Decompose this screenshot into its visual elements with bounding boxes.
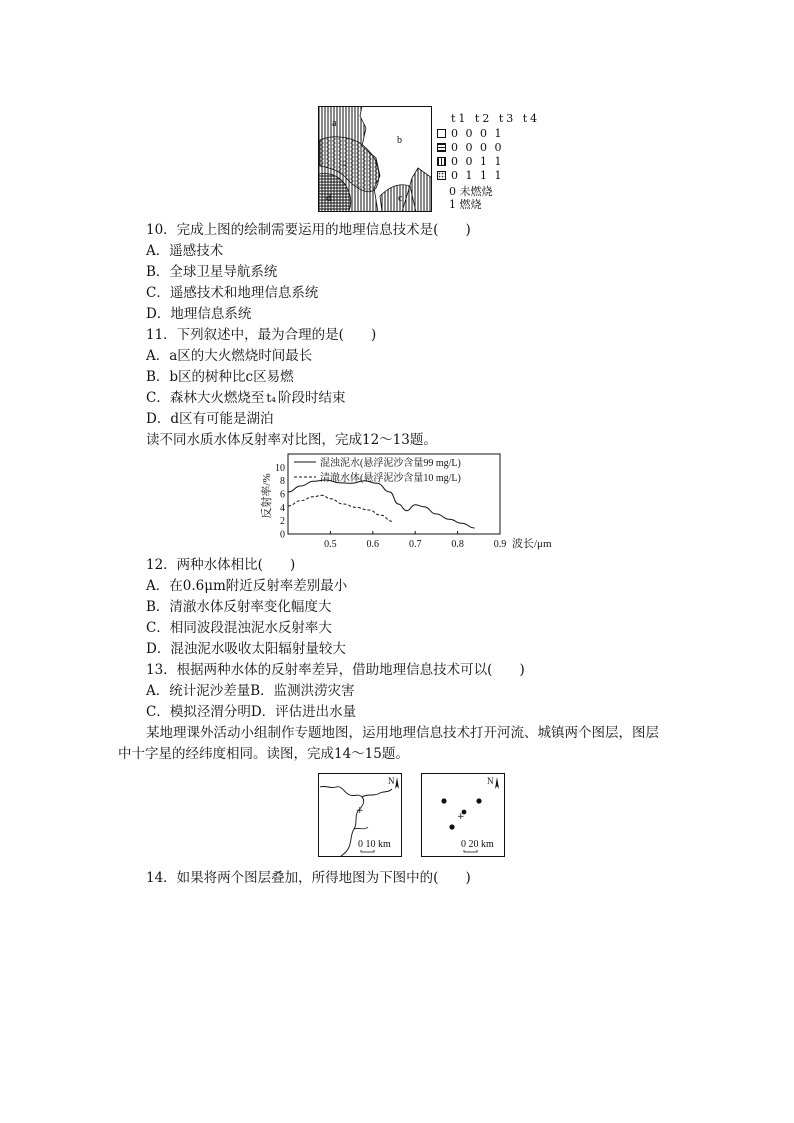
q10-option-d: D．地理信息系统 — [146, 306, 252, 322]
crosshair-star-2: + — [457, 812, 465, 822]
town-dot-1 — [441, 798, 446, 803]
q11-option-c-sub: t₄ — [266, 391, 276, 405]
q12-option-b: B．清澈水体反射率变化幅度大 — [146, 599, 332, 615]
town-dot-2 — [476, 798, 481, 803]
region-label-b: b — [397, 135, 402, 146]
legend-row-2 — [437, 141, 503, 154]
legend-swatch-dotted — [437, 171, 446, 180]
q12-option-a: A．在0.6μm附近反射率差别最小 — [146, 578, 348, 594]
y-ticks — [275, 463, 285, 541]
q10-stem: 10．完成上图的绘制需要运用的地理信息技术是( ) — [146, 222, 471, 238]
y-axis-label — [259, 473, 273, 518]
y-tick-label-0: 0 — [280, 529, 285, 541]
q13-stem: 13．根据两种水体的反射率差异，借助地理信息技术可以( ) — [146, 662, 525, 678]
legend-label-turbid: 混浊泥水(悬浮泥沙含量99 mg/L) — [320, 458, 461, 469]
river-layer-map — [318, 773, 402, 857]
q12-option-c: C．相同波段混浊泥水反射率大 — [146, 620, 332, 636]
region-label-c2: c — [398, 193, 403, 204]
legend-header-t2: t2 — [474, 112, 493, 125]
x-tick-label-1: 0.6 — [366, 539, 380, 550]
fire-map-figure — [318, 106, 432, 212]
legend-header-t4: t4 — [522, 112, 541, 125]
q13-options-ab: A．统计泥沙差量B．监测洪涝灾害 — [146, 683, 355, 699]
scale-bar-2: 0 20 km — [461, 839, 494, 850]
q11-option-d: D．d区有可能是湖泊 — [146, 411, 274, 427]
x-tick-label-4: 0.9 — [493, 539, 507, 550]
crosshair-star-1: + — [356, 806, 364, 816]
q11-option-b: B．b区的树种比c区易燃 — [146, 369, 294, 385]
y-tick-label-3: 6 — [280, 489, 285, 501]
reflectance-chart-svg — [258, 452, 570, 552]
q11-option-c-text: C．森林大火燃烧至 — [146, 390, 265, 406]
legend-row-4 — [437, 169, 503, 182]
y-tick-label-2: 4 — [280, 502, 285, 514]
q13-options-cd: C．模拟泾渭分明D．评估进出水量 — [146, 704, 357, 720]
y-tick-label-1: 2 — [280, 516, 285, 528]
intro-12-13: 读不同水质水体反射率对比图，完成12～13题。 — [146, 432, 437, 448]
legend-note-1: 1 燃烧 — [449, 198, 482, 211]
q11-option-c — [146, 389, 345, 407]
legend-row-2-values: 0 0 0 0 — [451, 141, 504, 154]
river-map-svg — [318, 773, 402, 857]
intro-14-15-line2: 中十字星的经纬度相同。读图，完成14～15题。 — [118, 746, 409, 762]
reflectance-chart — [258, 452, 570, 552]
q14-stem: 14．如果将两个图层叠加，所得地图为下图中的( ) — [146, 870, 471, 886]
legend-row-1 — [437, 127, 503, 140]
x-tick-label-0: 0.5 — [324, 539, 337, 550]
y-tick-label-5: 10 — [275, 462, 285, 474]
region-label-d: d — [326, 193, 331, 204]
legend-row-3 — [437, 155, 503, 168]
series-lines — [288, 480, 475, 528]
town-dot-4 — [449, 824, 454, 829]
fire-map — [318, 106, 432, 212]
q12-stem: 12．两种水体相比( ) — [146, 557, 296, 573]
x-axis-label: 波长/μm — [512, 538, 552, 550]
q10-option-b: B．全球卫星导航系统 — [146, 264, 278, 280]
y-tick-label-4: 8 — [280, 476, 285, 488]
series-line-clear — [288, 495, 392, 521]
legend-note-0: 0 未燃烧 — [449, 185, 493, 198]
legend-swatch-horizontal — [437, 143, 446, 152]
series-line-turbid — [288, 480, 475, 528]
region-label-c: c — [342, 158, 347, 169]
y-axis-label-text: 反射率/% — [261, 473, 273, 519]
q10-option-c: C．遥感技术和地理信息系统 — [146, 285, 319, 301]
town-layer-map — [421, 773, 505, 857]
q10-option-a: A．遥感技术 — [146, 243, 224, 259]
legend-row-4-values: 0 1 1 1 — [451, 169, 504, 182]
legend-label-clear: 清澈水体(悬浮泥沙含量10 mg/L) — [320, 473, 461, 484]
north-label-2: N — [487, 776, 494, 786]
legend-row-1-values: 0 0 0 1 — [451, 127, 504, 140]
legend-header-t3: t3 — [498, 112, 517, 125]
legend-row-3-values: 0 0 1 1 — [451, 155, 504, 168]
intro-14-15-line1: 某地理课外活动小组制作专题地图，运用地理信息技术打开河流、城镇两个图层，图层 — [146, 725, 659, 741]
region-label-a: a — [332, 118, 337, 129]
x-tick-label-3: 0.8 — [451, 539, 464, 550]
q11-option-a: A．a区的大火燃烧时间最长 — [146, 348, 313, 364]
q12-option-d: D．混浊泥水吸收太阳辐射量较大 — [146, 641, 346, 657]
scale-bar-1: 0 10 km — [358, 839, 391, 850]
fire-legend — [437, 112, 541, 212]
north-label-1: N — [388, 776, 395, 786]
q11-stem: 11．下列叙述中，最为合理的是( ) — [146, 327, 377, 343]
legend-header — [451, 112, 540, 125]
legend-swatch-blank — [437, 129, 446, 138]
legend-header-t1: t1 — [451, 112, 469, 125]
legend — [294, 456, 461, 484]
town-map-svg — [421, 773, 505, 857]
q11-option-c-tail: 阶段时结束 — [277, 390, 346, 406]
x-tick-label-2: 0.7 — [408, 539, 422, 550]
legend-swatch-vertical — [437, 157, 446, 166]
